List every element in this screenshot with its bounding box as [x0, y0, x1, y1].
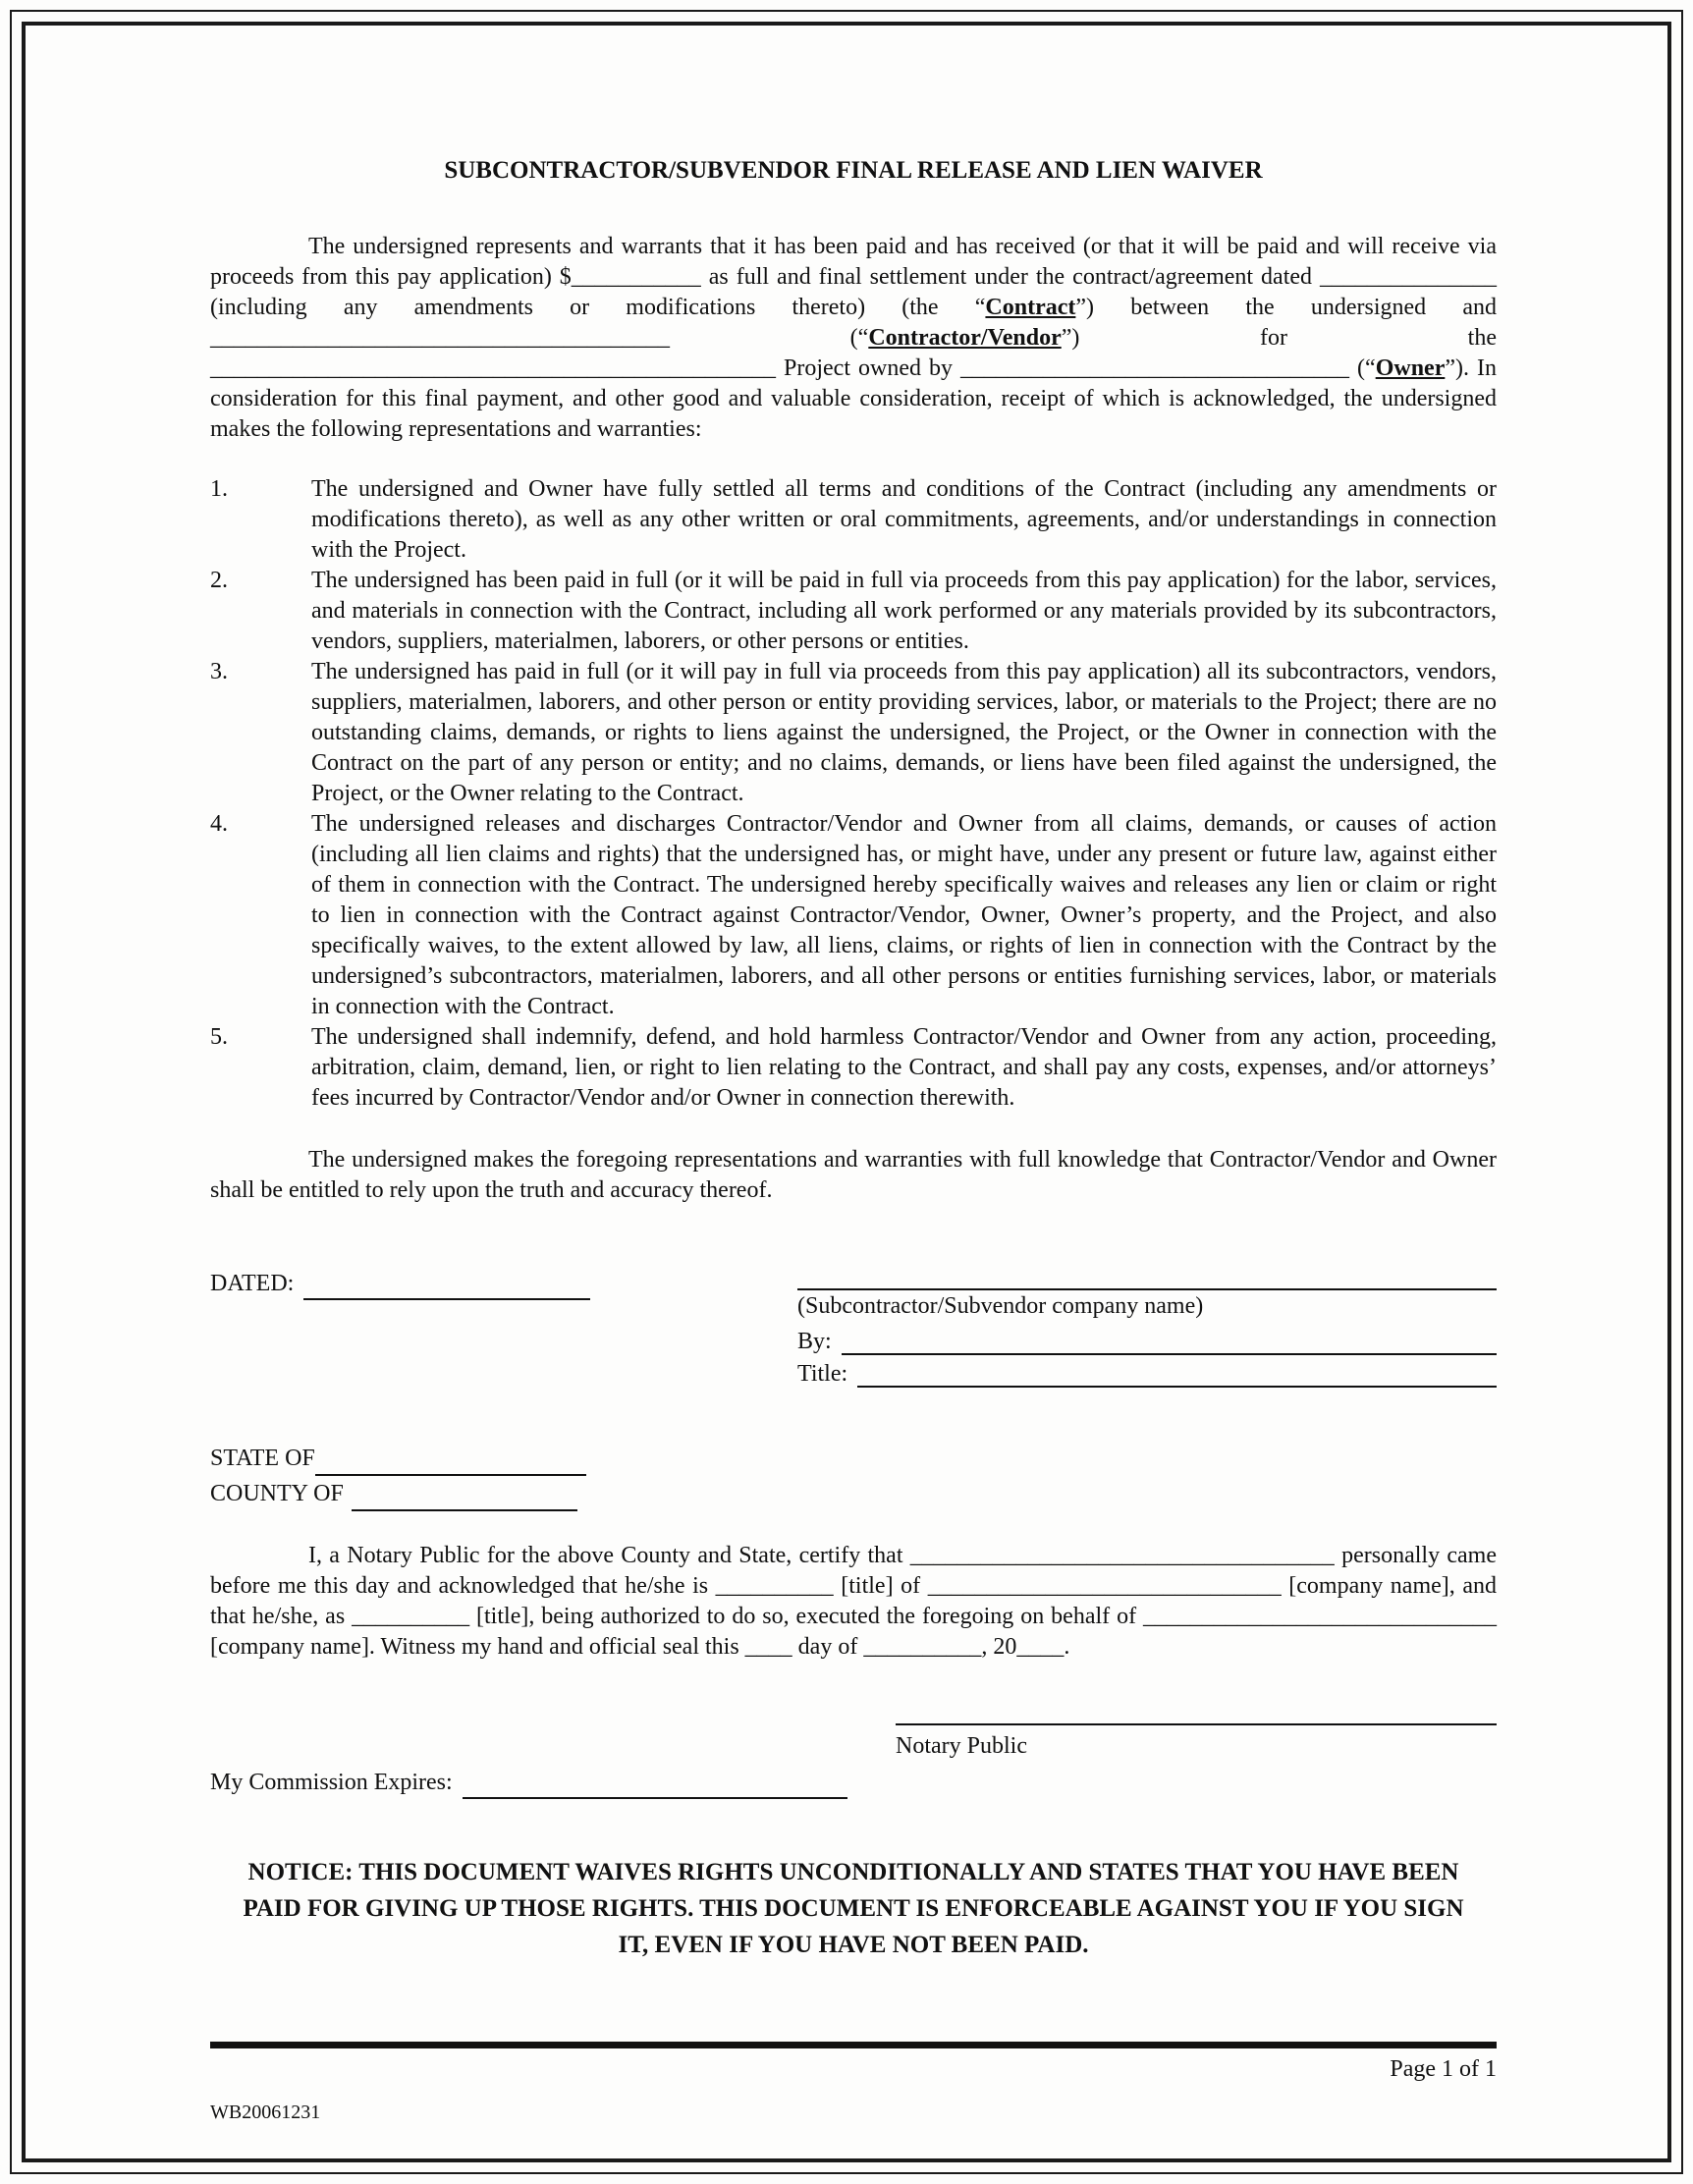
title-blank-line — [857, 1360, 1497, 1388]
notary-public-label: Notary Public — [896, 1733, 1027, 1759]
dated-blank-line — [303, 1275, 590, 1300]
by-blank-line — [842, 1328, 1497, 1355]
by-row — [797, 1323, 1497, 1355]
state-row — [210, 1441, 1497, 1476]
document-title: SUBCONTRACTOR/SUBVENDOR FINAL RELEASE AND LIEN WAIVER — [444, 157, 1263, 184]
state-label: STATE OF — [210, 1446, 315, 1471]
county-blank-line — [352, 1486, 577, 1511]
list-item-text: The undersigned and Owner have fully settled all terms and conditions of the Contract (including any amendments or modifications thereto), as well as any other written or oral commitments, agreements, and/or understandings in connection with the Project. — [311, 476, 1497, 563]
county-label: COUNTY OF — [210, 1481, 344, 1506]
list-item-text: The undersigned shall indemnify, defend, and hold harmless Contractor/Vendor and Owner from any action, proceeding, arbitration, claim, demand, lien, or right to lien relating to the Contract, and shall pay any costs, expenses, and/or attorneys’ fees incurred by Contractor/Vendor and/or Owner in connection therewith. — [311, 1024, 1497, 1111]
commission-label: My Commission Expires: — [210, 1770, 453, 1795]
numbered-list — [210, 474, 1497, 1114]
dated-row — [210, 1267, 797, 1388]
form-number: WB20061231 — [210, 2102, 321, 2123]
list-item-text: The undersigned has paid in full (or it will pay in full via proceeds from this pay application) all its subcontractors, vendors, suppliers, materialmen, laborers, and other person or entity providing services, labor, or materials to the Project; there are no outstanding claims, demands, or rights to liens against the undersigned, the Project, or the Owner in connection with the Contract on the part of any person or entity; and no claims, demands, or liens have been filed against the undersigned, the Project, or the Owner relating to the Contract. — [311, 659, 1497, 806]
title-label: Title: — [797, 1361, 848, 1387]
list-item-number: 4. — [210, 811, 228, 837]
company-name-label: (Subcontractor/Subvendor company name) — [797, 1293, 1204, 1319]
list-item-number: 1. — [210, 476, 228, 502]
list-item-2 — [210, 566, 1497, 657]
closing-paragraph: The undersigned makes the foregoing representations and warranties with full knowledge that Contractor/Vendor and Owner shall be entitled to rely upon the truth and accuracy thereof. — [210, 1147, 1497, 1203]
title-row — [797, 1355, 1497, 1388]
list-item-1 — [210, 474, 1497, 566]
list-item-3 — [210, 657, 1497, 809]
list-item-5 — [210, 1022, 1497, 1114]
page-number: Page 1 of 1 — [1390, 2056, 1497, 2082]
notary-paragraph: I, a Notary Public for the above County and State, certify that ____________________________________ personally came before me this day and acknowledged that he/she is __________ [title] of ______________________________ [company name], and that he/she, as __________ [title], being authorized to do so, executed the foregoing on behalf of ______________________________ [company name]. Witness my hand and official seal this ____ day of __________, 20____. — [210, 1543, 1497, 1660]
signature-section — [210, 1267, 1497, 1388]
dated-label: DATED: — [210, 1271, 295, 1296]
footer-rule — [210, 2042, 1497, 2048]
list-item-number: 3. — [210, 659, 228, 684]
list-item-number: 2. — [210, 568, 228, 593]
list-item-4 — [210, 809, 1497, 1022]
company-signature-line — [797, 1267, 1497, 1290]
state-county-block — [210, 1441, 1497, 1511]
list-item-number: 5. — [210, 1024, 228, 1050]
notary-signature-line — [896, 1704, 1497, 1725]
list-item-text: The undersigned releases and discharges Contractor/Vendor and Owner from all claims, demands, or causes of action (including all lien claims and rights) that the undersigned has, or might have, under any present or future law, against either of them in connection with the Contract. The undersigned hereby specifically waives and releases any lien or claim or right to lien in connection with the Contract against Contractor/Vendor, Owner, Owner’s property, and the Project, and also specifically waives, to the extent allowed by law, all liens, claims, or rights of lien in connection with the Contract by the undersigned’s subcontractors, materialmen, laborers, and all other persons or entities furnishing services, labor, or materials in connection with the Contract. — [311, 811, 1497, 1019]
by-label: By: — [797, 1329, 832, 1354]
notary-signature-block — [896, 1704, 1497, 1762]
county-row — [210, 1476, 1497, 1511]
state-blank-line — [315, 1450, 586, 1476]
intro-paragraph: The undersigned represents and warrants that it has been paid and has received (or that it will be paid and will receive via proceeds from this pay application) $___________ as full and final settlement under the contract/agreement dated _______________ (including any amendments or modifications thereto) (the “Contract”) between the undersigned and _______________________________________ (“Contractor/Vendor”) for the ________________________________________________ Project owned by _________________________________ (“Owner”). In consideration for this final payment, and other good and valuable consideration, receipt of which is acknowledged, the undersigned makes the following representations and warranties: — [210, 234, 1497, 442]
signature-column — [797, 1267, 1497, 1388]
commission-blank-line — [463, 1774, 847, 1799]
notice-text: NOTICE: THIS DOCUMENT WAIVES RIGHTS UNCONDITIONALLY AND STATES THAT YOU HAVE BEEN PAID FOR GIVING UP THOSE RIGHTS. THIS DOCUMENT IS ENFORCEABLE AGAINST YOU IF YOU SIGN IT, EVEN IF YOU HAVE NOT BEEN PAID. — [243, 1859, 1464, 1958]
commission-row — [210, 1766, 1497, 1799]
list-item-text: The undersigned has been paid in full (or it will be paid in full via proceeds from this pay application) for the labor, services, and materials in connection with the Contract, including all work performed or any materials provided by its subcontractors, vendors, suppliers, materialmen, laborers, or other persons or entities. — [311, 568, 1497, 654]
